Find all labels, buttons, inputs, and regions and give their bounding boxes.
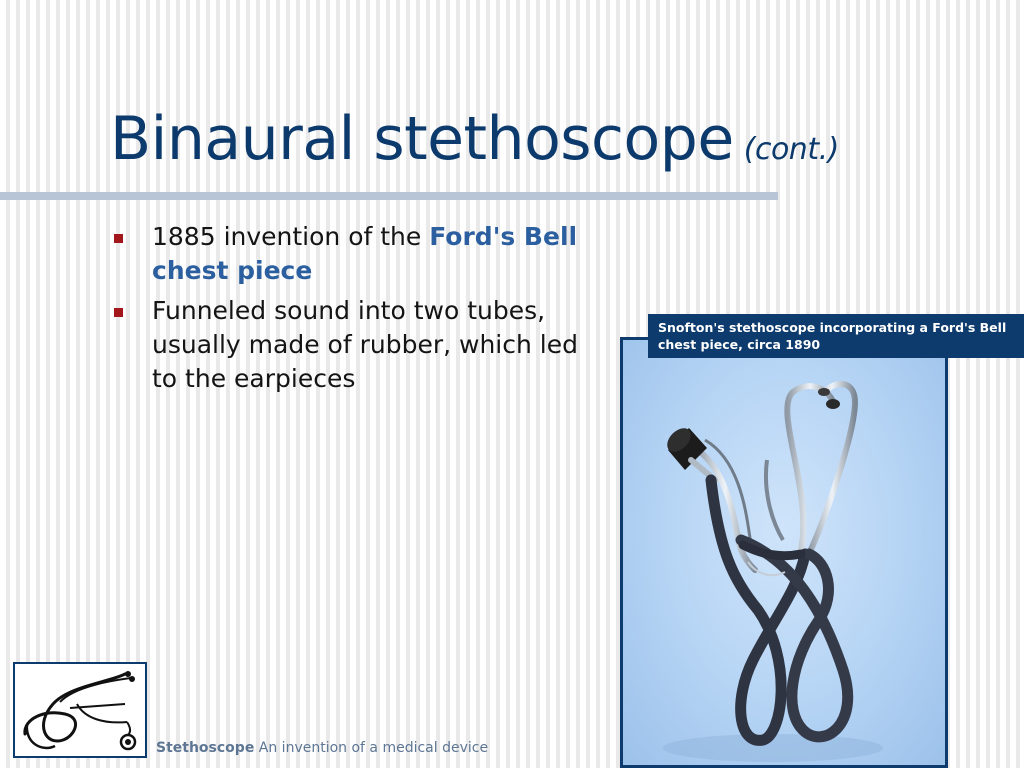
title-text: Binaural stethoscope bbox=[110, 104, 734, 174]
bullet-highlight: Ford's Bell chest piece bbox=[152, 222, 578, 285]
title-suffix: (cont.) bbox=[743, 132, 839, 167]
bullet-text: Funneled sound into two tubes, usually made of rubber, which led to the earpieces bbox=[152, 296, 578, 393]
bullet-text: 1885 invention of the bbox=[152, 222, 430, 251]
footer bbox=[156, 740, 488, 756]
stethoscope-photo bbox=[620, 337, 948, 768]
stethoscope-image-icon bbox=[623, 340, 945, 765]
square-bullet-icon bbox=[114, 308, 123, 317]
stethoscope-logo-icon bbox=[15, 664, 145, 756]
bullet-item bbox=[114, 220, 584, 288]
slide-title bbox=[110, 104, 839, 174]
stethoscope-logo bbox=[13, 662, 147, 758]
footer-subtitle: An invention of a medical device bbox=[258, 740, 489, 756]
title-underline bbox=[0, 192, 778, 200]
footer-brand: Stethoscope bbox=[156, 740, 255, 756]
bullet-item bbox=[114, 294, 584, 396]
square-bullet-icon bbox=[114, 234, 123, 243]
photo-caption: Snofton's stethoscope incorporating a Ford's Bell chest piece, circa 1890 bbox=[648, 314, 1024, 358]
bullet-list bbox=[114, 220, 584, 402]
